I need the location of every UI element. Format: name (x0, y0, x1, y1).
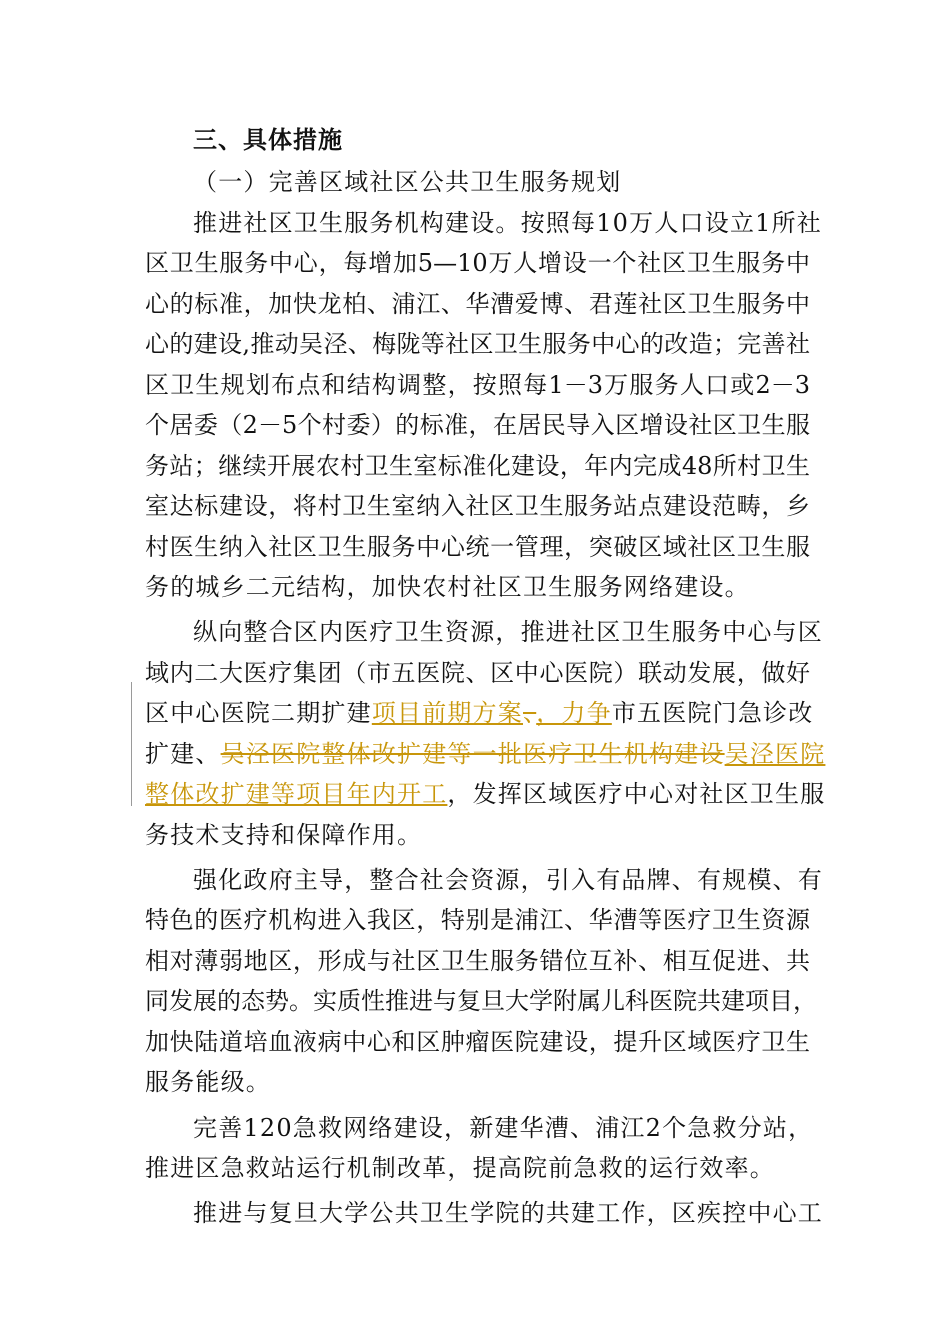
paragraph-2-line-6: 务技术支持和保障作用。 (145, 821, 423, 849)
paragraph-2-line-3 (145, 693, 814, 733)
paragraph-2-line-1: 纵向整合区内医疗卫生资源，推进社区卫生服务中心与区 (193, 618, 823, 646)
paragraph-2-line-4 (145, 734, 826, 774)
inserted-text: 吴泾医院 (724, 740, 826, 768)
revision-change-bar (131, 682, 132, 806)
paragraph-3-line-4: 同发展的态势。实质性推进与复旦大学附属儿科医院共建项目， (145, 987, 817, 1015)
section-heading: 三、具体措施 (193, 126, 343, 154)
paragraph-1-line-3: 心的标准，加快龙柏、浦江、华漕爱博、君莲社区卫生服务中 (145, 290, 810, 318)
paragraph-4-line-2: 推进区急救站运行机制改革，提高院前急救的运行效率。 (145, 1154, 775, 1182)
text-run: 市五医院门急诊改 (611, 699, 814, 727)
paragraph-1-line-6: 个居委（2－5个村委）的标准，在居民导入区增设社区卫生服 (145, 411, 810, 439)
paragraph-1-line-2: 区卫生服务中心，每增加5—10万人增设一个社区卫生服务中 (145, 249, 810, 277)
deleted-text: 、 (523, 699, 537, 727)
paragraph-1-line-4: 心的建设,推动吴泾、梅陇等社区卫生服务中心的改造；完善社 (145, 330, 810, 358)
paragraph-1-line-7: 务站；继续开展农村卫生室标准化建设，年内完成48所村卫生 (145, 452, 810, 480)
paragraph-3-line-5: 加快陆道培血液病中心和区肿瘤医院建设，提升区域医疗卫生 (145, 1028, 810, 1056)
inserted-text: 项目前期方案 (371, 699, 524, 727)
paragraph-1-line-5: 区卫生规划布点和结构调整，按照每1－3万服务人口或2－3 (145, 371, 810, 399)
text-run: ，发挥区域医疗中心对社区卫生服 (447, 780, 826, 808)
inserted-text: 整体改扩建等项目年内开工 (145, 780, 448, 808)
paragraph-1-line-1: 推进社区卫生服务机构建设。按照每10万人口设立1所社 (193, 209, 823, 237)
paragraph-1-line-8: 室达标建设，将村卫生室纳入社区卫生服务站点建设范畴，乡 (145, 492, 810, 520)
paragraph-2-line-5 (145, 774, 826, 814)
paragraph-1-line-9: 村医生纳入社区卫生服务中心统一管理，突破区域社区卫生服 (145, 533, 810, 561)
paragraph-5-line-1: 推进与复旦大学公共卫生学院的共建工作，区疾控中心工 (193, 1199, 823, 1227)
paragraph-3-line-1: 强化政府主导，整合社会资源，引入有品牌、有规模、有 (193, 866, 823, 894)
inserted-text: ，力争 (536, 699, 612, 727)
text-run: 区中心医院二期扩建 (145, 699, 372, 727)
deleted-text: 吴泾医院整体改扩建等一批医疗卫生机构建设 (220, 740, 725, 768)
paragraph-3-line-6: 服务能级。 (145, 1068, 271, 1096)
paragraph-1-line-10: 务的城乡二元结构，加快农村社区卫生服务网络建设。 (145, 573, 750, 601)
subsection-heading: （一）完善区域社区公共卫生服务规划 (193, 168, 622, 196)
paragraph-3-line-2: 特色的医疗机构进入我区，特别是浦江、华漕等医疗卫生资源 (145, 906, 810, 934)
paragraph-2-line-2: 域内二大医疗集团（市五医院、区中心医院）联动发展，做好 (145, 659, 810, 687)
text-run: 扩建、 (145, 740, 221, 768)
paragraph-3-line-3: 相对薄弱地区，形成与社区卫生服务错位互补、相互促进、共 (145, 947, 810, 975)
paragraph-4-line-1: 完善120急救网络建设，新建华漕、浦江2个急救分站， (193, 1114, 814, 1142)
